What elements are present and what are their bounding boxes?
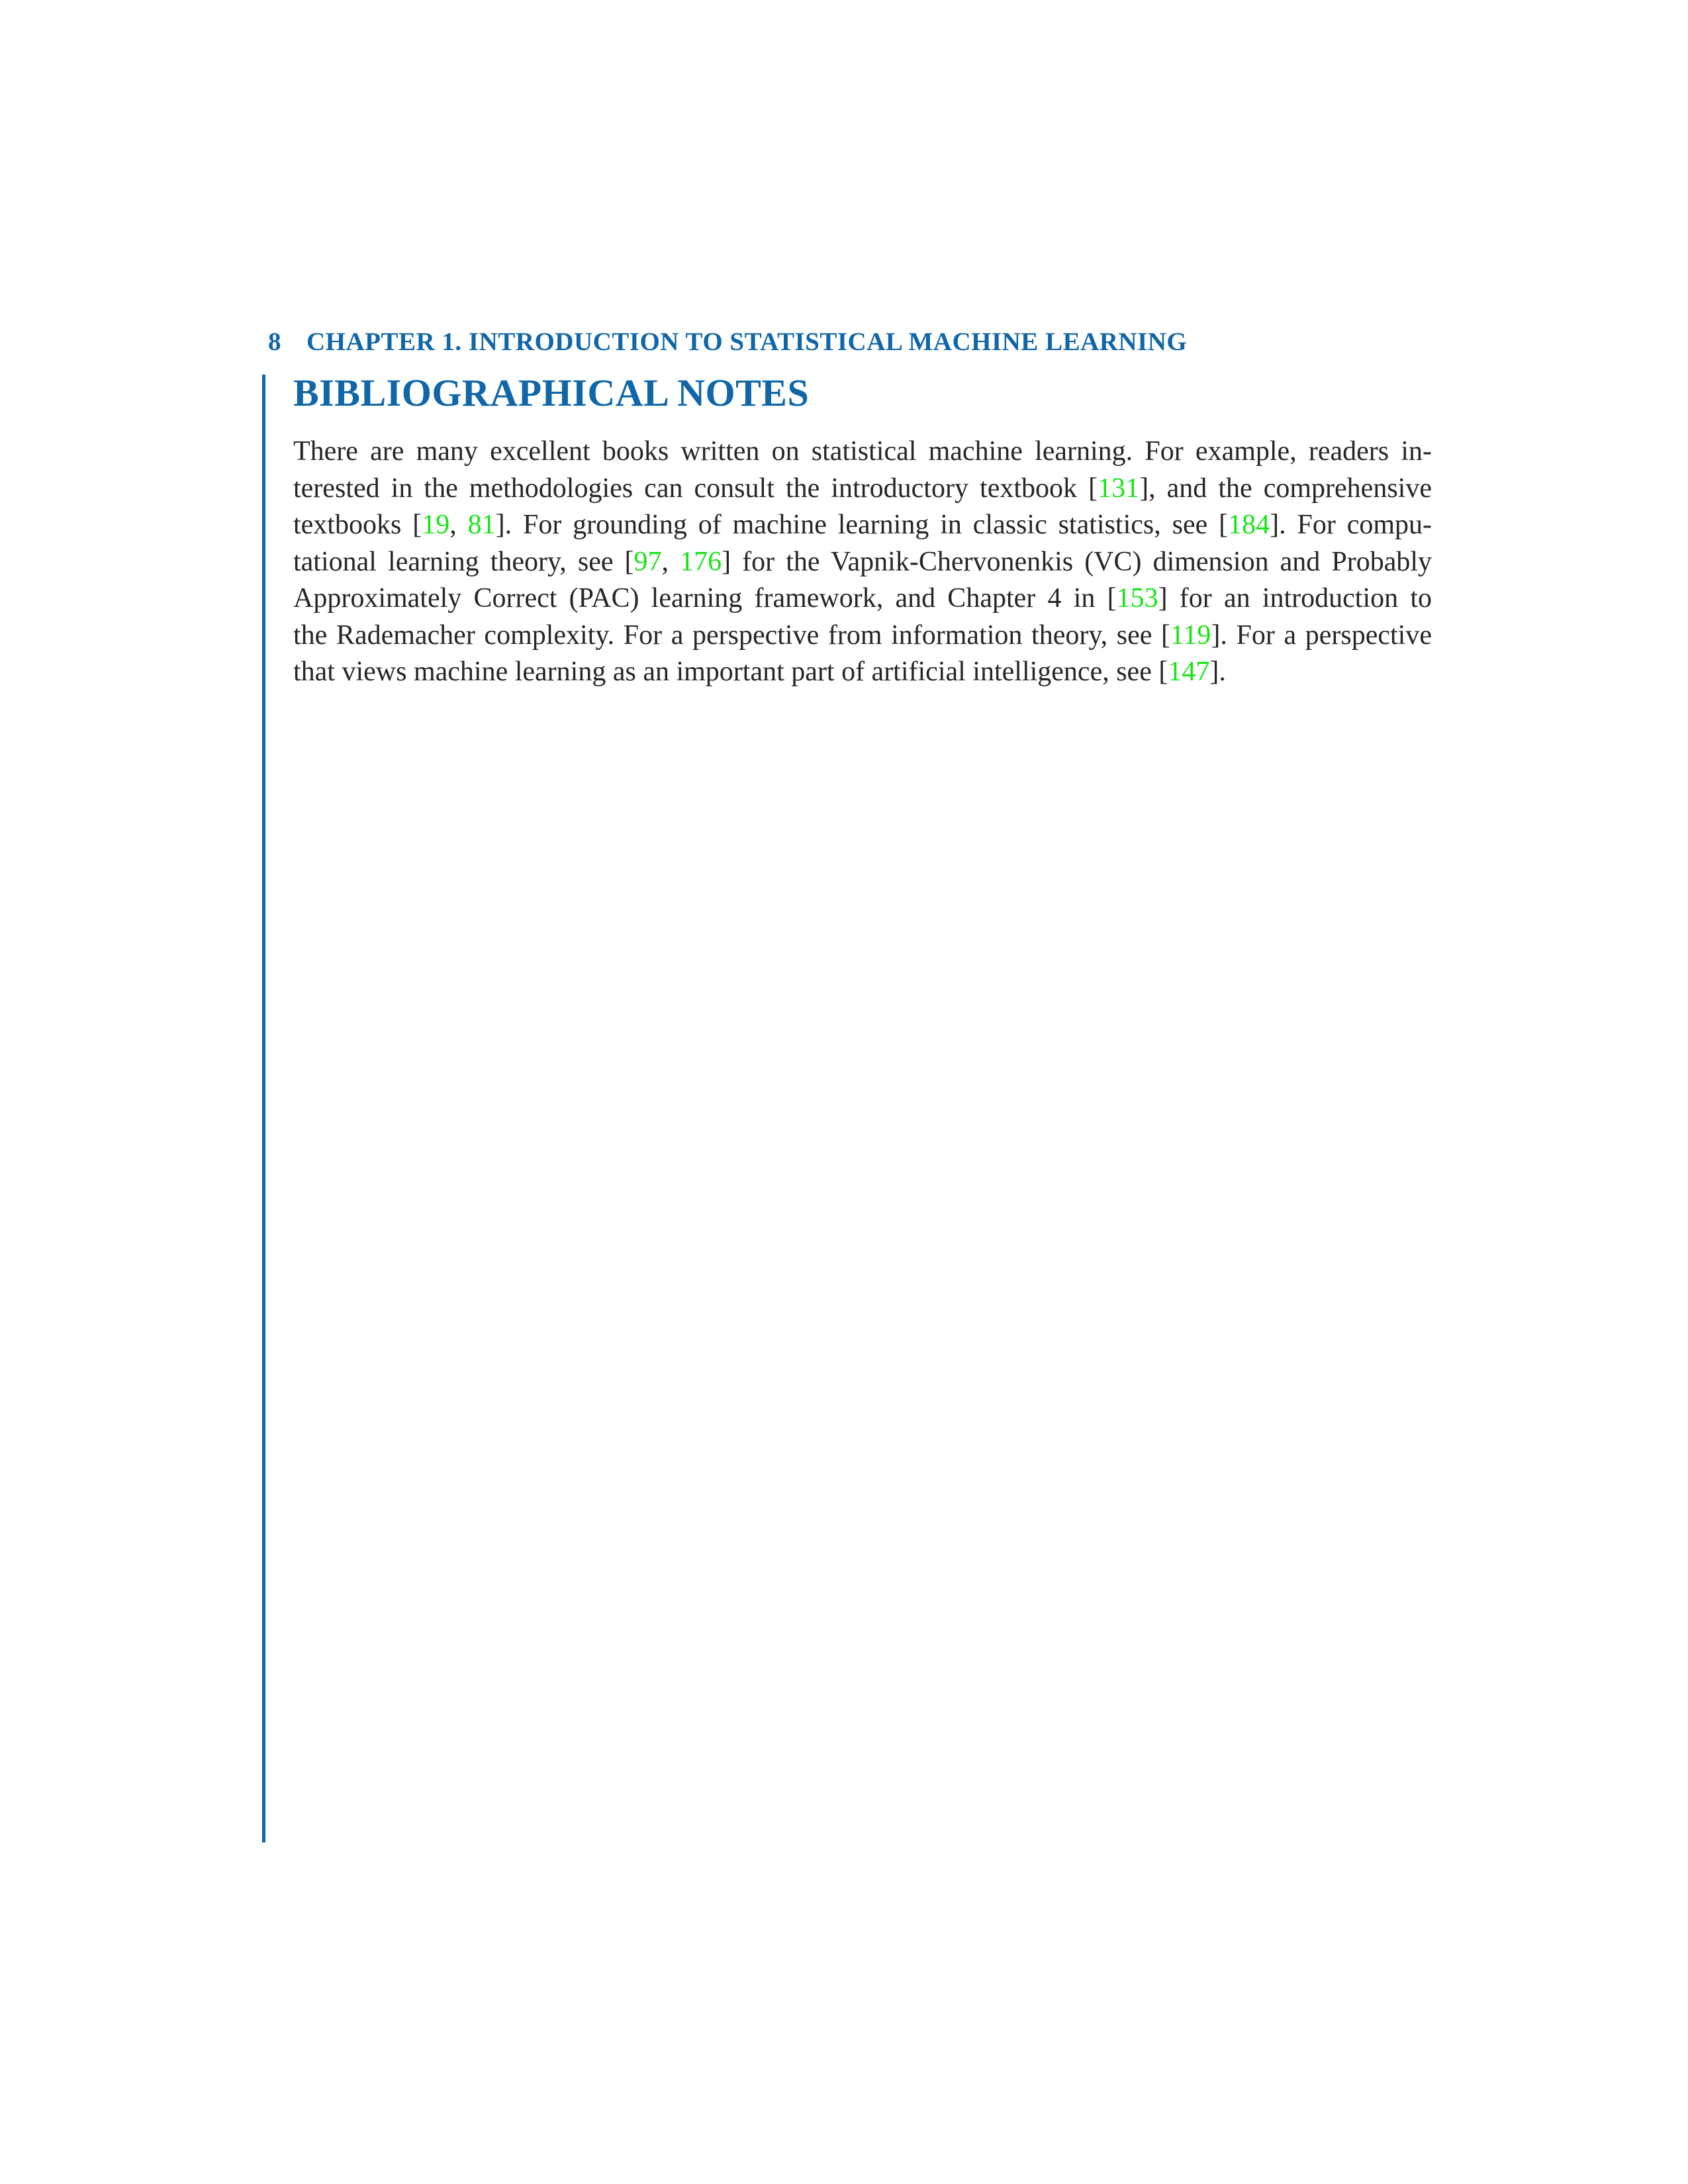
- citation-link[interactable]: 147: [1168, 657, 1210, 687]
- paragraph-line: [293, 654, 1432, 691]
- paragraph-text: ], and the comprehensive: [1139, 473, 1432, 504]
- paragraph-text: textbooks [: [293, 510, 422, 540]
- paragraph-text: ]. For grounding of machine learning in classic statistics, see [: [495, 510, 1229, 540]
- paragraph-text: ] for the Vapnik-Chervonenkis (VC) dimension and Probably: [722, 546, 1432, 577]
- paragraph-line: [293, 580, 1432, 617]
- paragraph-text: tational learning theory, see [: [293, 546, 634, 577]
- section-title: BIBLIOGRAPHICAL NOTES: [293, 371, 810, 414]
- citation-link[interactable]: 153: [1116, 583, 1158, 614]
- bibliographical-notes-paragraph: [293, 433, 1432, 691]
- citation-link[interactable]: 176: [680, 546, 722, 577]
- paragraph-text: terested in the methodologies can consult the introductory textbook [: [293, 473, 1098, 504]
- paragraph-text: ]. For compu-: [1270, 510, 1432, 540]
- paragraph-line: [293, 544, 1432, 581]
- paragraph-text: ]. For a perspective: [1211, 619, 1432, 651]
- citation-link[interactable]: 81: [467, 510, 496, 540]
- citation-link[interactable]: 184: [1228, 510, 1270, 540]
- paragraph-line: [293, 617, 1432, 655]
- paragraph-text: ,: [449, 510, 468, 540]
- paragraph-text: the Rademacher complexity. For a perspective from information theory, see [: [293, 619, 1170, 651]
- paragraph-line: [293, 507, 1432, 544]
- citation-link[interactable]: 97: [633, 546, 662, 577]
- paragraph-text: ] for an introduction to: [1158, 583, 1432, 614]
- paragraph-line: [293, 433, 1432, 471]
- page-number: 8: [268, 328, 281, 356]
- paragraph-line: [293, 471, 1432, 508]
- paragraph-text: There are many excellent books written on statistical machine learning. For example, readers in-: [293, 436, 1432, 467]
- citation-link[interactable]: 19: [422, 510, 450, 540]
- paragraph-text: ].: [1209, 657, 1226, 687]
- paragraph-text: Approximately Correct (PAC) learning framework, and Chapter 4 in [: [293, 583, 1117, 614]
- paragraph-text: ,: [661, 546, 680, 577]
- paragraph-text: that views machine learning as an important part of artificial intelligence, see [: [293, 657, 1168, 687]
- margin-rule: [262, 375, 265, 1843]
- chapter-title: CHAPTER 1. INTRODUCTION TO STATISTICAL MACHINE LEARNING: [306, 328, 1188, 356]
- citation-link[interactable]: 131: [1098, 473, 1140, 504]
- citation-link[interactable]: 119: [1170, 619, 1211, 651]
- running-header: [268, 327, 1187, 357]
